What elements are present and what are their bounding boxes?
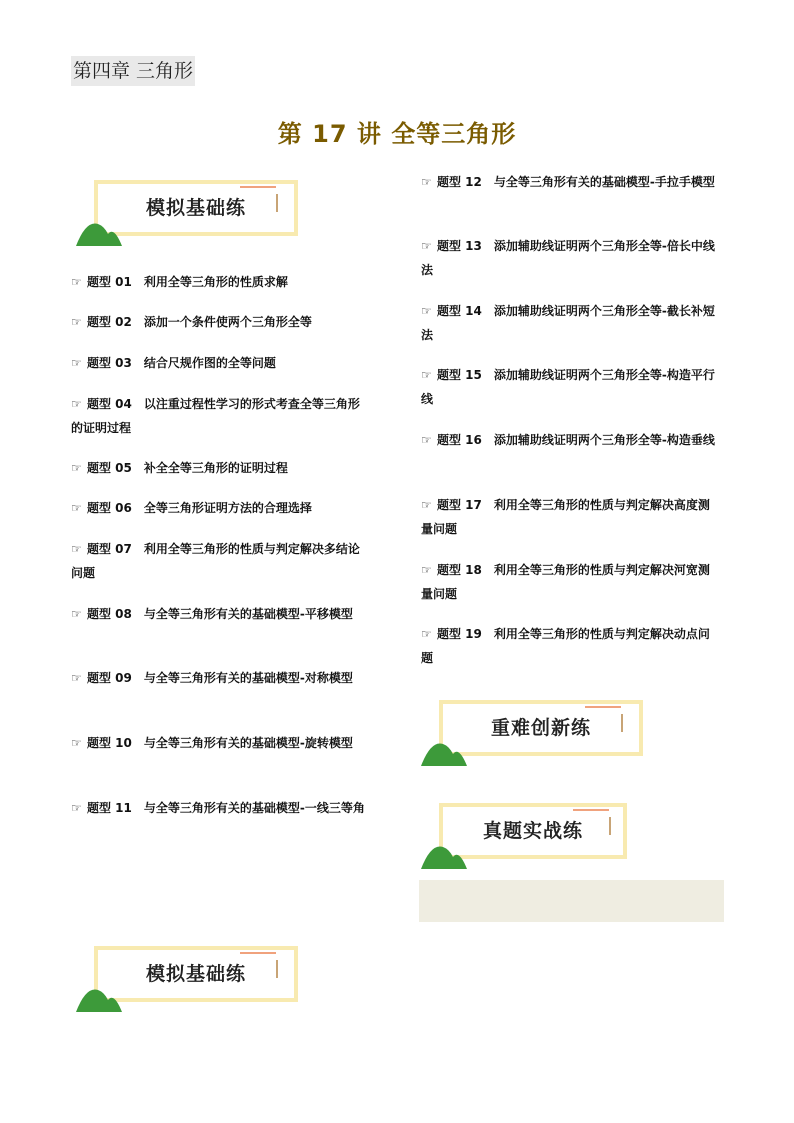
list-item[interactable]: ☞ 题型 09 与全等三角形有关的基础模型-对称模型 <box>71 666 371 690</box>
list-item[interactable]: ☞ 题型 03 结合尺规作图的全等问题 <box>71 351 371 375</box>
pointing-hand-icon: ☞ <box>421 563 432 577</box>
pointing-hand-icon: ☞ <box>71 356 82 370</box>
pointing-hand-icon: ☞ <box>71 461 82 475</box>
pointing-hand-icon: ☞ <box>421 368 432 382</box>
chapter-label: 第四章 三角形 <box>71 56 195 86</box>
pointing-hand-icon: ☞ <box>421 304 432 318</box>
lecture-title: 第 17 讲 全等三角形 <box>277 120 517 148</box>
list-item[interactable]: ☞ 题型 02 添加一个条件使两个三角形全等 <box>71 310 371 334</box>
list-item[interactable]: ☞ 题型 10 与全等三角形有关的基础模型-旋转模型 <box>71 731 371 755</box>
pointing-hand-icon: ☞ <box>71 736 82 750</box>
pointing-hand-icon: ☞ <box>71 671 82 685</box>
mountain-icon <box>76 216 124 246</box>
list-item[interactable]: ☞ 题型 13 添加辅助线证明两个三角形全等-倍长中线法 <box>421 234 721 282</box>
list-item[interactable]: ☞ 题型 12 与全等三角形有关的基础模型-手拉手模型 <box>421 170 721 194</box>
section-title-real: 真题实战练 <box>482 820 583 842</box>
shaded-block <box>419 880 724 922</box>
list-item[interactable]: ☞ 题型 16 添加辅助线证明两个三角形全等-构造垂线 <box>421 428 721 452</box>
section-banner-basic-repeat <box>80 946 292 1012</box>
list-item[interactable]: ☞ 题型 15 添加辅助线证明两个三角形全等-构造平行线 <box>421 363 721 411</box>
mountain-icon <box>421 839 469 869</box>
section-title-basic: 模拟基础练 <box>145 197 246 219</box>
section-title-hard: 重难创新练 <box>490 717 591 739</box>
pointing-hand-icon: ☞ <box>71 315 82 329</box>
list-item[interactable]: ☞ 题型 08 与全等三角形有关的基础模型-平移模型 <box>71 602 371 626</box>
list-item[interactable]: ☞ 题型 04 以注重过程性学习的形式考查全等三角形的证明过程 <box>71 392 371 440</box>
list-item[interactable]: ☞ 题型 06 全等三角形证明方法的合理选择 <box>71 496 371 520</box>
pointing-hand-icon: ☞ <box>421 498 432 512</box>
pointing-hand-icon: ☞ <box>71 542 82 556</box>
pointing-hand-icon: ☞ <box>71 397 82 411</box>
pointing-hand-icon: ☞ <box>421 175 432 189</box>
list-item[interactable]: ☞ 题型 11 与全等三角形有关的基础模型-一线三等角 <box>71 796 371 820</box>
pointing-hand-icon: ☞ <box>71 801 82 815</box>
mountain-icon <box>421 736 469 766</box>
pointing-hand-icon: ☞ <box>71 501 82 515</box>
list-item[interactable]: ☞ 题型 05 补全全等三角形的证明过程 <box>71 456 371 480</box>
pointing-hand-icon: ☞ <box>421 433 432 447</box>
section-banner-basic <box>80 180 292 246</box>
section-title-basic-repeat: 模拟基础练 <box>145 963 246 985</box>
section-banner-real <box>425 803 637 869</box>
pointing-hand-icon: ☞ <box>421 627 432 641</box>
pointing-hand-icon: ☞ <box>71 275 82 289</box>
list-item[interactable]: ☞ 题型 07 利用全等三角形的性质与判定解决多结论问题 <box>71 537 371 585</box>
list-item[interactable]: ☞ 题型 19 利用全等三角形的性质与判定解决动点问题 <box>421 622 721 670</box>
pointing-hand-icon: ☞ <box>421 239 432 253</box>
list-item[interactable]: ☞ 题型 01 利用全等三角形的性质求解 <box>71 270 371 294</box>
list-item[interactable]: ☞ 题型 14 添加辅助线证明两个三角形全等-截长补短法 <box>421 299 721 347</box>
pointing-hand-icon: ☞ <box>71 607 82 621</box>
mountain-icon <box>76 982 124 1012</box>
list-item[interactable]: ☞ 题型 18 利用全等三角形的性质与判定解决河宽测量问题 <box>421 558 721 606</box>
section-banner-hard <box>425 700 637 766</box>
list-item[interactable]: ☞ 题型 17 利用全等三角形的性质与判定解决高度测量问题 <box>421 493 721 541</box>
